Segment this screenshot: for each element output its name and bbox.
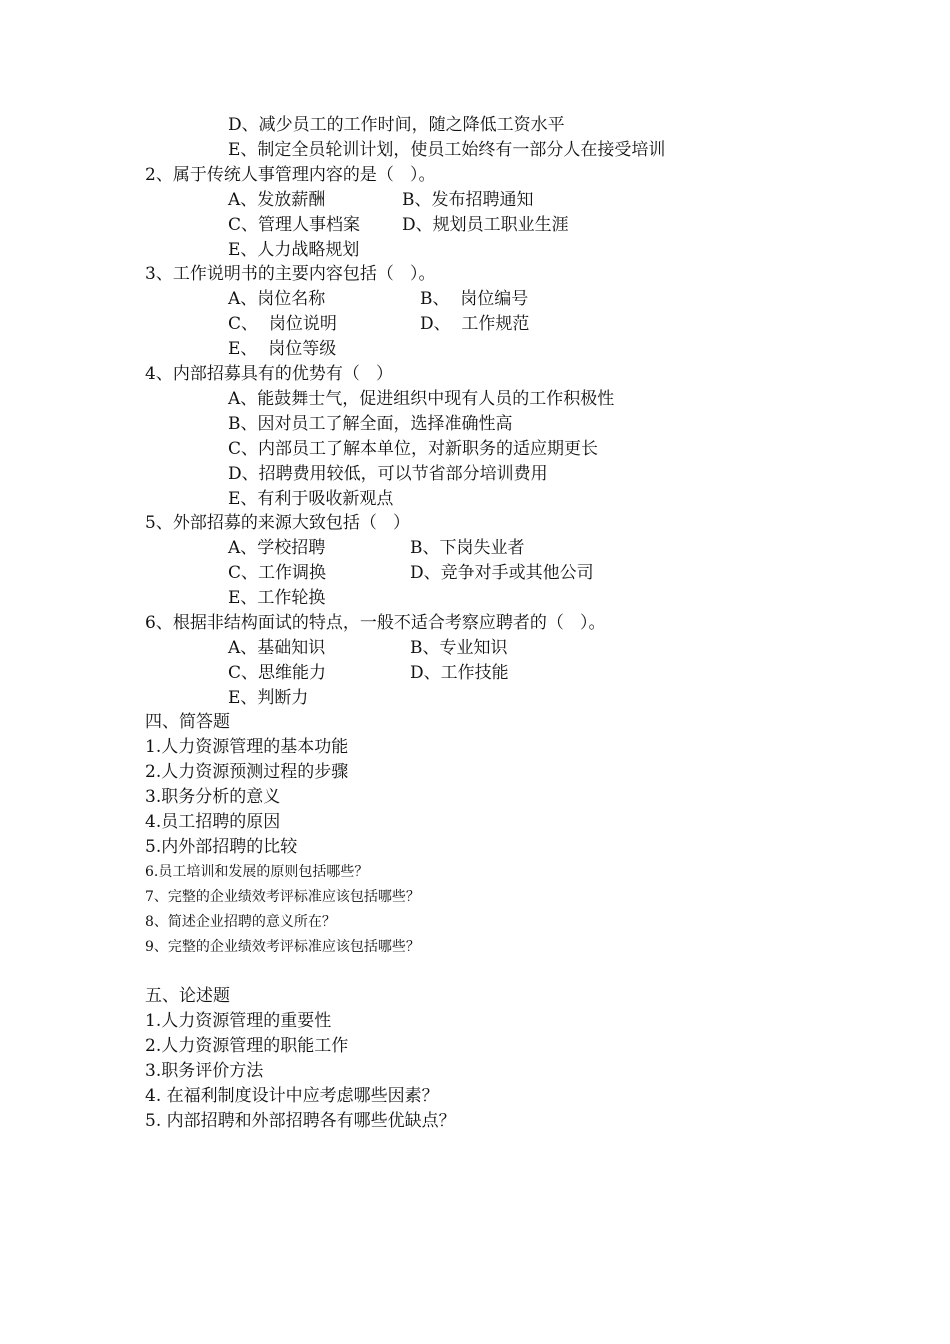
q6-option-a: A、基础知识 [228,638,326,658]
q2-option-e: E、人力战略规划 [228,240,360,260]
section5-item: 5. 内部招聘和外部招聘各有哪些优缺点？ [145,1111,456,1131]
q2-stem: 2、属于传统人事管理内容的是（ ）。 [145,165,436,185]
section4-item: 6.员工培训和发展的原则包括哪些？ [145,864,369,880]
q6-stem: 6、根据非结构面试的特点，一般不适合考察应聘者的（ ）。 [145,613,606,633]
q5-option-e: E、工作轮换 [228,588,326,608]
q2-option-b: B、发布招聘通知 [402,190,534,210]
q5-stem: 5、外部招募的来源大致包括（ ） [145,513,411,533]
q4-stem: 4、内部招募具有的优势有（ ） [145,364,394,384]
q5-option-a: A、学校招聘 [228,538,326,558]
q6-option-b: B、专业知识 [410,638,508,658]
section4-item: 8、简述企业招聘的意义所在？ [145,914,336,930]
q5-option-c: C、工作调换 [228,563,327,583]
q2-option-c: C、管理人事档案 [228,215,361,235]
q3-option-a: A、岗位名称 [228,289,326,309]
section5-item: 4. 在福利制度设计中应考虑哪些因素？ [145,1086,439,1106]
q4-option-c: C、内部员工了解本单位，对新职务的适应期更长 [228,439,599,459]
q3-option-e: E、 岗位等级 [228,339,337,359]
section4-item: 1.人力资源管理的基本功能 [145,737,349,757]
section4-item: 2.人力资源预测过程的步骤 [145,762,349,782]
section4-item: 9、完整的企业绩效考评标准应该包括哪些？ [145,939,420,955]
section5-title: 五、论述题 [145,986,230,1006]
section4-title: 四、简答题 [145,712,230,732]
q4-option-e: E、有利于吸收新观点 [228,489,394,509]
q1-option-d: D、减少员工的工作时间，随之降低工资水平 [228,115,565,135]
q2-option-a: A、发放薪酬 [228,190,326,210]
q3-option-b: B、 岗位编号 [420,289,529,309]
q4-option-a: A、能鼓舞士气，促进组织中现有人员的工作积极性 [228,389,615,409]
q3-option-d: D、 工作规范 [420,314,530,334]
q1-option-e: E、制定全员轮训计划，使员工始终有一部分人在接受培训 [228,140,666,160]
q5-option-b: B、下岗失业者 [410,538,525,558]
section5-item: 1.人力资源管理的重要性 [145,1011,332,1031]
q6-option-c: C、思维能力 [228,663,327,683]
q6-option-d: D、工作技能 [410,663,509,683]
q3-option-c: C、 岗位说明 [228,314,337,334]
q2-option-d: D、规划员工职业生涯 [402,215,569,235]
section5-item: 3.职务评价方法 [145,1061,264,1081]
section4-item: 4.员工招聘的原因 [145,812,281,832]
q4-option-b: B、因对员工了解全面，选择准确性高 [228,414,513,434]
q4-option-d: D、招聘费用较低，可以节省部分培训费用 [228,464,548,484]
q3-stem: 3、工作说明书的主要内容包括（ ）。 [145,264,436,284]
section4-item: 5.内外部招聘的比较 [145,837,298,857]
section4-item: 3.职务分析的意义 [145,787,281,807]
q5-option-d: D、竞争对手或其他公司 [410,563,594,583]
section5-item: 2.人力资源管理的职能工作 [145,1036,349,1056]
q6-option-e: E、判断力 [228,688,309,708]
section4-item: 7、完整的企业绩效考评标准应该包括哪些？ [145,889,420,905]
